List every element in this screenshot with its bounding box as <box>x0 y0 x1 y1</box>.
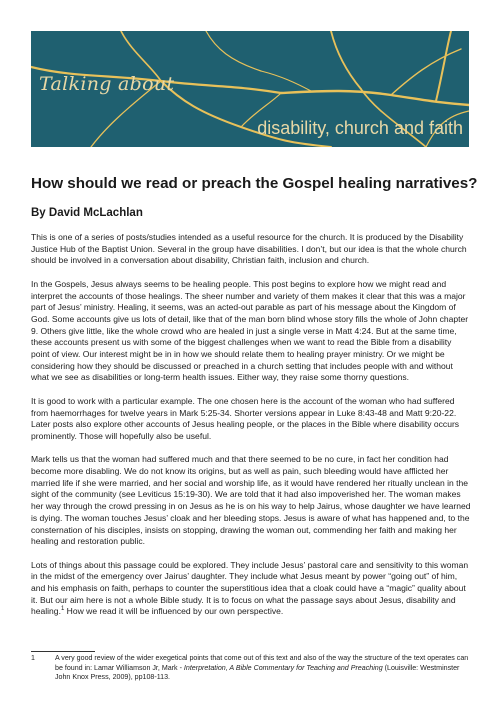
paragraph-text: Lots of things about this passage could be explored. They include Jesus’ pastoral care and sensitivity to this woman in the midst of the emergency over Jairus’ daughter. They include what Jesus meant by power “going out” of him, and his emphasis on faith, perhaps to counter the superstitious idea that a cloak could have a “magic” quality about it. But our aim here is not a whole Bible study. It is to focus on what the passage says about Jesus, disability and healing. <box>31 559 469 617</box>
byline: By David McLachlan <box>31 207 143 219</box>
footnote-book-title: Interpretation, A Bible Commentary for Teaching and Preaching <box>183 663 383 672</box>
paragraph: In the Gospels, Jesus always seems to be healing people. This post begins to explore how we might read and interpret the accounts of those healings. The sheer number and variety of them makes it clear that this was a major part of Jesus’ ministry. Healing, it seems, was an acted-out parable as part of his message about the Kingdom of God. Some accounts give us lots of detail, like that of the man born blind whose story fills the whole of John chapter 9. Others give little, like the whole crowd who are healed in just a single verse in Matt 4:24. But at the same time, these accounts present us with some of the biggest challenges when we want to read the Bible from a disability point of view. Our interest might be in in how we should relate them to healing prayer ministry. Or we might be considering how they should be discussed or preached in a church setting that includes people with and without what we see as disabilities or long-term health issues. Either way, they raise some thorny questions. <box>31 278 469 383</box>
paragraph: This is one of a series of posts/studies intended as a useful resource for the church. It is produced by the Disability Justice Hub of the Baptist Union. Several in the group have disabilities. I don’t, but our idea is that the whole church should be involved in a conversation about disability, Christian faith, inclusion and church. <box>31 232 467 266</box>
article-title: How should we read or preach the Gospel healing narratives? <box>31 175 478 192</box>
footnote-ref[interactable]: 1 <box>60 606 65 613</box>
article-body <box>31 232 471 630</box>
footnote-text-before: A very good review of the wider exegetical points that come out of this text and also of the way the structure of the text operates can be found in: Lamar Williamson Jr, Mark - <box>55 654 469 672</box>
paragraph-last <box>31 560 471 619</box>
banner-title-line2: disability, church and faith <box>257 118 463 138</box>
banner-title-line1: Talking about <box>39 73 175 95</box>
footnote-text <box>55 654 471 683</box>
paragraph: It is good to work with a particular example. The one chosen here is the account of the woman who had suffered from haemorrhages for twelve years in Mark 5:25-34. Shorter versions appear in Luke 8:43-48 and Matt 9:20-22. Later posts also explore other accounts of Jesus healing people, or the places in the Bible where disability occurs prominently. Those will hopefully also be useful. <box>31 395 460 441</box>
paragraph-tail: How we read it will be influenced by our own perspective. <box>64 606 284 617</box>
footnote-text-after: (Louisville: Westminster John Knox Press, 2009), pp108-113. <box>55 663 460 682</box>
header-banner <box>31 31 469 147</box>
paragraph: Mark tells us that the woman had suffered much and that there seemed to be no cure, in fact her condition had become more disabling. We do not know its origins, but as well as pain, such bleeding would have afflicted her married life if she were married, and her social and worship life, as it would have rendered her ritually unclean in the sight of the community (see Leviticus 15:19-30). We are told that it had also impoverished her. The woman makes her way through the crowd pressing in on Jesus as he is on his way to help Jairus, whose daughter we have learned is dying. The woman touches Jesus’ cloak and her bleeding stops. Jesus is aware of what has happened and, to the consternation of his disciples, insists on stopping, drawing the woman out, commending her faith and making her healing and restoration public. <box>31 454 471 547</box>
footnote-number: 1 <box>31 654 35 662</box>
footnote-divider <box>31 651 95 652</box>
